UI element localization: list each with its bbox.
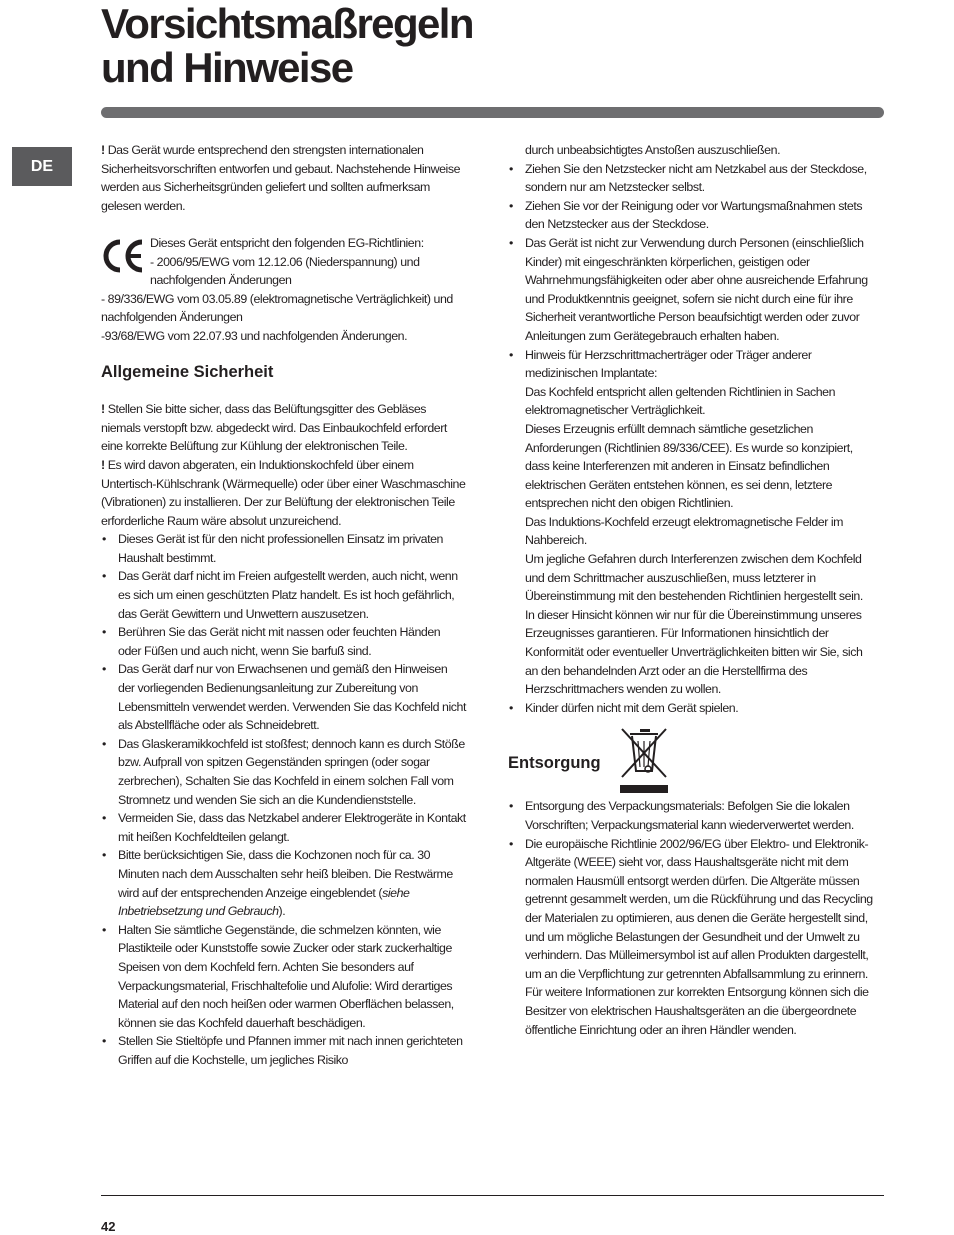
- list-item: • Berühren Sie das Gerät nicht mit nassen oder feuchten Händen oder Füßen und auch nicht, wenn Sie barfuß sind.: [101, 623, 466, 660]
- safety-list: [101, 530, 466, 1069]
- page-title: [101, 2, 881, 90]
- pacemaker-paragraph: In dieser Hinsicht können wir nur für die Übereinstimmung unseres Erzeugnisses garantieren. Für Informationen hinsichtlich der Konformität oder eventueller Unverträglichkeiten bitten wir Sie, sich an den behandelnden Arzt oder an die Herstellfirma des Herzschrittmachers wenden zu wollen.: [525, 607, 863, 697]
- list-item: • Entsorgung des Verpackungsmaterials: Befolgen Sie die lokalen Vorschriften; Verpackungsmaterial kann wiederverwertet werden.: [508, 797, 874, 834]
- ce-line-1: Dieses Gerät entspricht den folgenden EG-Richtlinien:: [150, 235, 424, 250]
- right-column: [508, 141, 874, 1039]
- crossed-bin-icon: [618, 725, 670, 797]
- list-item: • Das Gerät darf nur von Erwachsenen und gemäß den Hinweisen der vorliegenden Bedienungsanleitung zur Zubereitung von Lebensmitteln verwendet werden. Verwenden Sie das Kochfeld nicht als Abstellfläche oder als Schneidebrett.: [101, 660, 466, 734]
- warning-mark: !: [101, 143, 105, 157]
- list-item: • Vermeiden Sie, dass das Netzkabel anderer Elektrogeräte in Kontakt mit heißen Kochfeldteilen gelangt.: [101, 809, 466, 846]
- cross-reference: siehe Inbetriebsetzung und Gebrauch: [118, 885, 410, 919]
- pacemaker-paragraph: Dieses Erzeugnis erfüllt demnach sämtliche gesetzlichen Anforderungen (Richtlinien 89/336/CEE). Es wurde so konzipiert, dass keine Interferenzen mit anderen in Einsatz befindlichen elektrischen Geräten entstehen können, es sei denn, letztere entsprechen nicht den obigen Richtlinien.: [525, 421, 853, 511]
- ce-line-2: - 2006/95/EWG vom 12.12.06 (Niederspannung) und nachfolgenden Änderungen: [150, 254, 420, 288]
- list-item: • Bitte berücksichtigen Sie, dass die Kochzonen noch für ca. 30 Minuten nach dem Ausschalten sehr heiß bleiben. Die Restwärme wird auf der entsprechenden Anzeige eingeblendet (siehe Inbetriebsetzung und Gebrauch).: [101, 846, 466, 920]
- ce-line-3: - 89/336/EWG vom 03.05.89 (elektromagnetische Verträglichkeit) und nachfolgenden Änderungen: [101, 291, 453, 325]
- warning-installation: ! Es wird davon abgeraten, ein Induktionskochfeld über einem Untertisch-Kühlschrank (Wärmequelle) oder über einer Waschmaschine (Vibrationen) zu installieren. Der zur Belüftung der elektronischen Teile erforderliche Raum wäre absolut unzureichend.: [101, 457, 466, 528]
- warning-mark: !: [101, 457, 105, 472]
- pacemaker-paragraph: Das Induktions-Kochfeld erzeugt elektromagnetische Felder im Nahbereich.: [525, 514, 844, 548]
- list-item: • Dieses Gerät ist für den nicht professionellen Einsatz im privaten Haushalt bestimmt.: [101, 530, 466, 567]
- disposal-header: [508, 725, 874, 797]
- list-item: • Stellen Sie Stieltöpfe und Pfannen immer mit nach innen gerichteten Griffen auf die Kochstelle, um jegliches Risiko: [101, 1032, 466, 1069]
- list-item: • Die europäische Richtlinie 2002/96/EG über Elektro- und Elektronik-Altgeräte (WEEE) sieht vor, dass Haushaltsgeräte nicht mit dem normalen Hausmüll entsorgt werden dürfen. Die Altgeräte müssen getrennt gesammelt werden, um die Rückführung und das Recycling der Materialen zu optimieren, aus denen die Geräte hergestellt sind, und um mögliche Belastungen der Gesundheit und der Umwelt zu verhindern. Das Mülleimersymbol ist auf allen Produkten dargestellt, um an die Verpflichtung zur getrennten Abfallsammlung zu erinnern. Für weitere Informationen zur korrekten Entsorgung können sich die Besitzer von elektrischen Haushaltsgeräten an die übergeordnete öffentliche Einrichtung oder an ihren Händler wenden.: [508, 835, 874, 1040]
- continuation-text: durch unbeabsichtigtes Anstoßen auszuschließen.: [525, 143, 781, 157]
- left-column: [101, 141, 466, 1070]
- list-item: • Das Gerät darf nicht im Freien aufgestellt werden, auch nicht, wenn es sich um einen geschützten Platz handelt. Es ist hoch gefährlich, das Gerät Gewittern und Unwettern auszusetzen.: [101, 567, 466, 623]
- intro-paragraph: ! Das Gerät wurde entsprechend den strengsten internationalen Sicherheitsvorschriften entworfen und gebaut. Nachstehende Hinweise werden aus Sicherheitsgründen geliefert und sollten aufmerksam gelesen werden.: [101, 143, 461, 213]
- list-item: • Das Glaskeramikkochfeld ist stoßfest; dennoch kann es durch Stöße bzw. Aufprall von spitzen Gegenständen springen (oder sogar zerbrechen), Schalten Sie das Kochfeld in einem solchen Fall vom Stromnetz und wenden Sie sich an die Kundendienststelle.: [101, 735, 466, 809]
- disposal-list: [508, 797, 874, 1039]
- page-title-line-1: Vorsichtsmaßregeln: [101, 0, 473, 47]
- section-heading-general-safety: Allgemeine Sicherheit: [101, 362, 274, 381]
- page-number: 42: [101, 1219, 116, 1234]
- warning-mark: !: [101, 402, 105, 417]
- list-item: • Ziehen Sie den Netzstecker nicht am Netzkabel aus der Steckdose, sondern nur am Netzstecker selbst.: [508, 160, 874, 197]
- section-heading-disposal: Entsorgung: [508, 754, 601, 773]
- list-item: [508, 346, 874, 699]
- pacemaker-title: • Hinweis für Herzschrittmacherträger oder Träger anderer medizinischen Implantate:: [525, 347, 812, 381]
- pacemaker-paragraph: Um jegliche Gefahren durch Interferenzen zwischen dem Kochfeld und dem Schrittmacher auszuschließen, muss letzterer in Übereinstimmung mit den bestehenden Richtlinien hergestellt sein.: [525, 552, 863, 604]
- title-divider: [101, 107, 884, 118]
- ce-mark-icon: [101, 236, 146, 276]
- list-item: • Kinder dürfen nicht mit dem Gerät spielen.: [508, 699, 874, 718]
- language-tab: DE: [12, 147, 72, 186]
- warning-ventilation: ! Stellen Sie bitte sicher, dass das Belüftungsgitter des Gebläses niemals verstopft bzw. abgedeckt wird. Das Einbaukochfeld erfordert eine korrekte Belüftung zur Kühlung der elektronischen Teile.: [101, 402, 447, 454]
- list-item: • Ziehen Sie vor der Reinigung oder vor Wartungsmaßnahmen stets den Netzstecker aus der Steckdose.: [508, 197, 874, 234]
- list-item: • Das Gerät ist nicht zur Verwendung durch Personen (einschließlich Kinder) mit eingeschränkten körperlichen, geistigen oder Wahrnehmungsfähigkeiten oder aber ohne ausreichende Erfahrung und Produktkenntnis geeignet, sofern sie nicht durch eine für ihre Sicherheit verantwortliche Person beaufsichtigt werden oder zuvor Anleitungen zum Gerätegebrauch erhalten haben.: [508, 234, 874, 346]
- safety-list-continued: [508, 160, 874, 718]
- pacemaker-paragraph: Das Kochfeld entspricht allen geltenden Richtlinien in Sachen elektromagnetischer Verträglichkeit.: [525, 384, 836, 418]
- page-title-line-2: und Hinweise: [101, 44, 353, 91]
- ce-conformity: [101, 234, 466, 346]
- ce-line-4: -93/68/EWG vom 22.07.93 und nachfolgenden Änderungen.: [101, 328, 408, 343]
- disposal-more-info: Für weitere Informationen zur korrekten Entsorgung können sich die Besitzer von elektrischen Haushaltsgeräten an die übergeordnete öffentliche Einrichtung oder an ihren Händler wenden.: [525, 985, 869, 1037]
- footer-divider: [101, 1195, 884, 1196]
- list-item: • Halten Sie sämtliche Gegenstände, die schmelzen könnten, wie Plastikteile oder Kunststoffe sowie Zucker oder stark zuckerhaltige Speisen von dem Kochfeld fern. Achten Sie besonders auf Verpackungsmaterial, Frischhaltefolie und Alufolie: Wird derartiges Material auf den noch heißen oder warmen Oberflächen belassen, können sie das Kochfeld dauerhaft beschädigen.: [101, 921, 466, 1033]
